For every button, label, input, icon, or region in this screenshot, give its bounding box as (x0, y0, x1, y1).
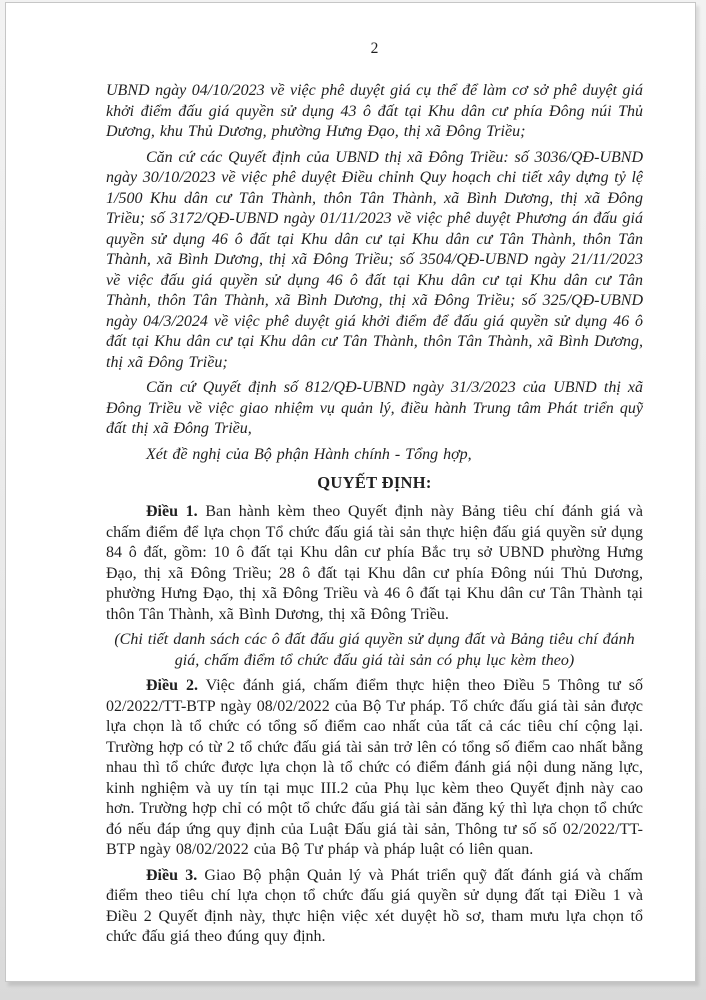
article-2-body: Việc đánh giá, chấm điểm thực hiện theo Điều 5 Thông tư số 02/2022/TT-BTP ngày 08/02/2022 của Bộ Tư pháp. Tổ chức đấu giá tài sản được lựa chọn là tổ chức có tổng số điểm cao nhất của tất cả các tiêu chí cộng lại. Trường hợp có từ 2 tổ chức đấu giá tài sản trở lên có tổng số điểm cao nhất bằng nhau thì tổ chức được lựa chọn là tổ chức có điểm đánh giá nội dung năng lực, kinh nghiệm và uy tín tại mục III.2 của Phụ lục kèm theo Quyết định này cao hơn. Trường hợp chỉ có một tổ chức đấu giá tài sản đăng ký thì lựa chọn tổ chức đó nếu đáp ứng quy định của Luật Đấu giá tài sản, Thông tư số số 02/2022/TT-BTP ngày 08/02/2022 của Bộ Tư pháp và pháp luật có liên quan. (106, 677, 644, 858)
paragraph-continuation: UBND ngày 04/10/2023 về việc phê duyệt giá cụ thể để làm cơ sở phê duyệt giá khởi điểm đấu giá quyền sử dụng 43 ô đất tại Khu dân cư phía Đông núi Thủ Dương, khu Thủ Dương, phường Hưng Đạo, thị xã Đông Triều; (106, 82, 643, 140)
paragraph-annex-note: (Chi tiết danh sách các ô đất đấu giá quyền sử dụng đất và Bảng tiêu chí đánh giá, chấm điểm tổ chức đấu giá tài sản có phụ lục kèm theo) (114, 631, 635, 669)
page-number: 2 (370, 40, 379, 57)
article-1-lead: Điều 1. (146, 503, 198, 520)
paragraph-article-3 (106, 866, 643, 948)
article-2-lead: Điều 2. (146, 677, 198, 694)
document-page (5, 2, 696, 982)
paragraph-xet-de-nghi: Xét đề nghị của Bộ phận Hành chính - Tổng hợp, (146, 445, 472, 463)
paragraph-article-1 (106, 502, 643, 625)
article-1-body: Ban hành kèm theo Quyết định này Bảng tiêu chí đánh giá và chấm điểm để lựa chọn Tổ chức đấu giá tài sản thực hiện đấu giá quyền sử dụng 84 ô đất, gồm: 10 ô đất tại Khu dân cư phía Bắc trụ sở UBND phường Hưng Đạo, thị xã Đông Triều; 28 ô đất tại Khu dân cư phía Đông núi Thủ Dương, phường Hưng Đạo, thị xã Đông Triều và 46 ô đất tại Khu dân cư Tân Thành tại thôn Tân Thành, xã Bình Dương, thị xã Đông Triều. (106, 503, 643, 623)
decree-heading: QUYẾT ĐỊNH: (317, 473, 432, 492)
paragraph-can-cu-cac-quyet-dinh: Căn cứ các Quyết định của UBND thị xã Đông Triều: số 3036/QĐ-UBND ngày 30/10/2023 về việc phê duyệt Điều chỉnh Quy hoạch chi tiết xây dựng tỷ lệ 1/500 Khu dân cư Tân Thành, thôn Tân Thành, xã Bình Dương, thị xã Đông Triều; số 3172/QĐ-UBND ngày 01/11/2023 về việc phê duyệt Phương án đấu giá quyền sử dụng 46 ô đất tại Khu dân cư tại Khu dân cư Tân Thành, thôn Tân Thành, xã Bình Dương, thị xã Đông Triều; số 3504/QĐ-UBND ngày 21/11/2023 về việc đấu giá quyền sử dụng 46 ô đất tại Khu dân cư tại Khu dân cư Tân Thành, thôn Tân Thành, xã Bình Dương, thị xã Đông Triều; số 325/QĐ-UBND ngày 04/3/2024 về việc phê duyệt giá khởi điểm để đấu giá quyền sử dụng 46 ô đất tại Khu dân cư tại Khu dân cư Tân Thành, thôn Tân Thành, xã Bình Dương, thị xã Đông Triều; (106, 148, 643, 371)
paragraph-can-cu-812: Căn cứ Quyết định số 812/QĐ-UBND ngày 31/3/2023 của UBND thị xã Đông Triều về việc giao nhiệm vụ quản lý, điều hành Trung tâm Phát triển quỹ đất thị xã Đông Triều, (106, 379, 643, 437)
article-3-body: Giao Bộ phận Quản lý và Phát triển quỹ đất đánh giá và chấm điểm theo tiêu chí lựa chọn tổ chức đấu giá quyền sử dụng đất tại Điều 1 và Điều 2 Quyết định này, thực hiện việc xét duyệt hồ sơ, tham mưu lựa chọn tổ chức đấu giá theo đúng quy định. (106, 866, 643, 945)
paragraph-article-2 (106, 676, 643, 861)
article-3-lead: Điều 3. (146, 866, 198, 884)
document-content (6, 3, 695, 948)
